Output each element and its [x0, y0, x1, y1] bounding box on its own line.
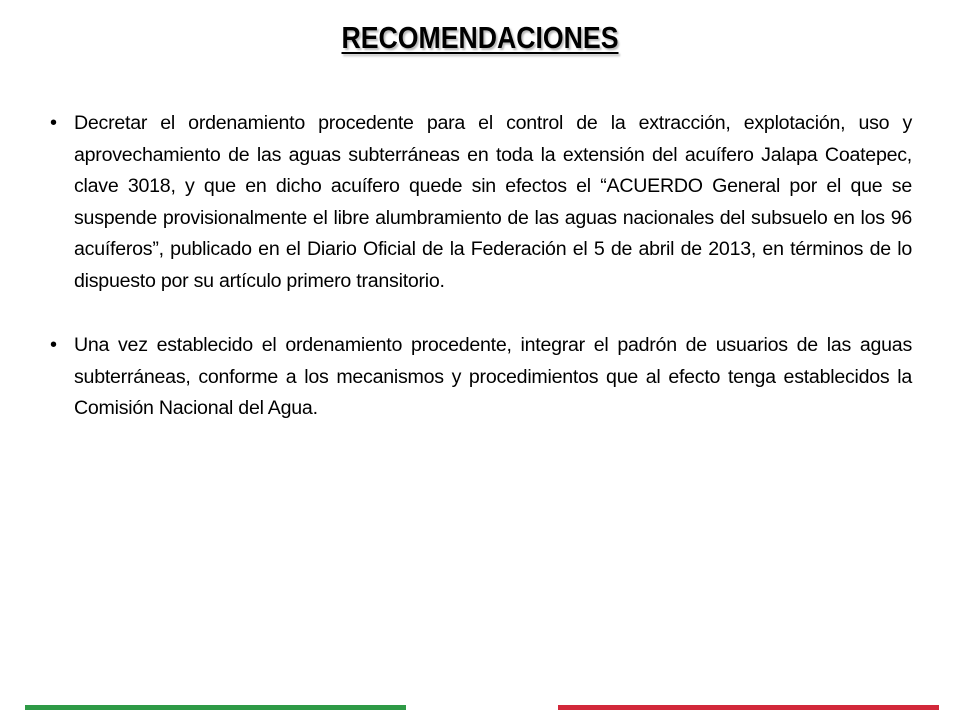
bullet-text: Decretar el ordenamiento procedente para el control de la extracción, explotación, uso y aprovechamiento de las aguas subterráneas en toda la extensión del acuífero Jalapa Coatepec, clave 3018, y que en dicho acuífero quede sin efectos el “ACUERDO General por el que se suspende provisionalmente el libre alumbramiento de las aguas nacionales del subsuelo en los 96 acuíferos”, publicado en el Diario Oficial de la Federación el 5 de abril de 2013, en términos de lo dispuesto por su artículo primero transitorio.	[74, 112, 912, 292]
slide-title	[67, 20, 893, 56]
slide-title-text: RECOMENDACIONES	[341, 20, 619, 55]
footer-bar-red	[558, 705, 939, 710]
bullet-text: Una vez establecido el ordenamiento procedente, integrar el padrón de usuarios de las aguas subterráneas, conforme a los mecanismos y procedimientos que al efecto tenga establecidos la Comisión Nacional del Agua.	[74, 334, 912, 419]
footer-bar-green	[25, 705, 406, 710]
list-item	[50, 330, 912, 425]
list-item	[50, 108, 912, 297]
bullet-icon: •	[50, 112, 58, 134]
bullet-icon: •	[50, 334, 58, 356]
bullet-list	[50, 108, 912, 458]
